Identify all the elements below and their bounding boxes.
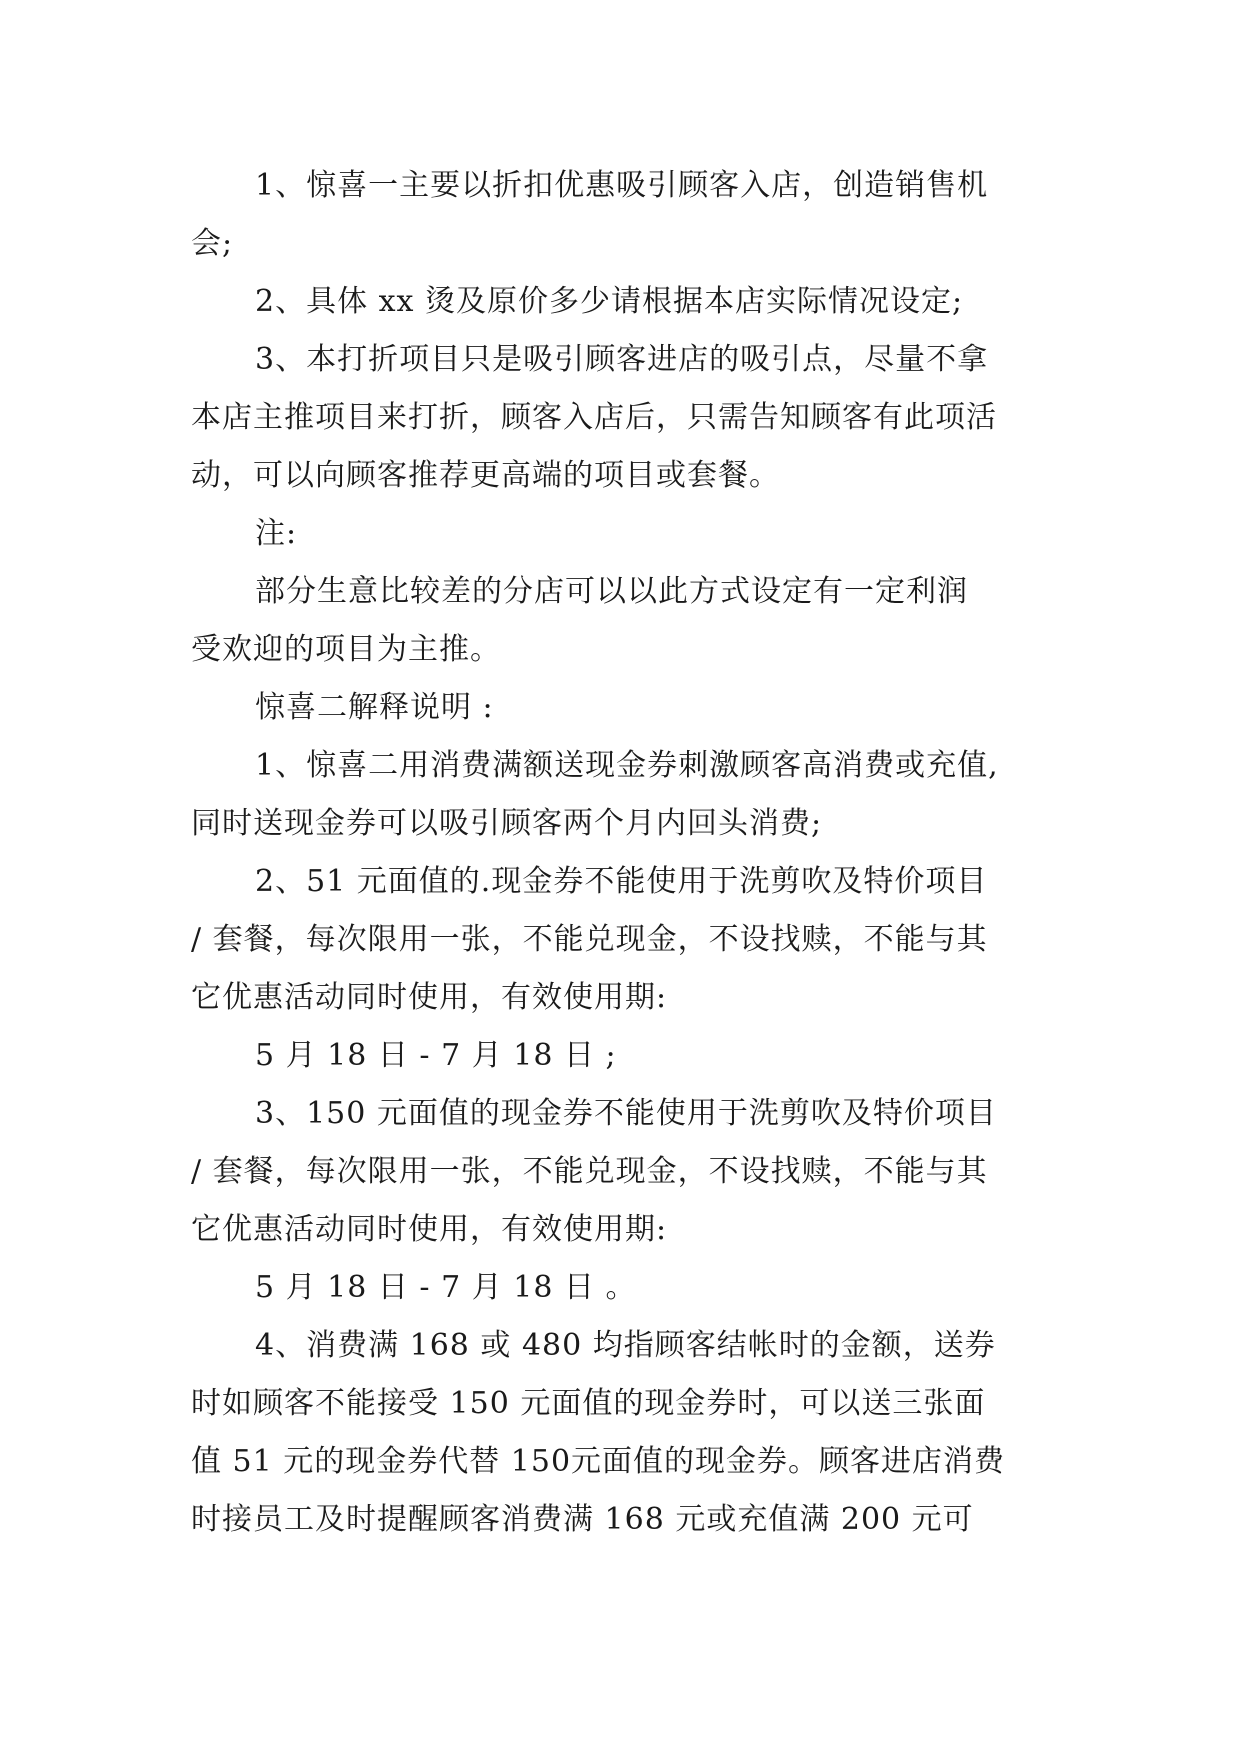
text-line: 同时送现金券可以吸引顾客两个月内回头消费; bbox=[191, 806, 823, 841]
text-line: / 套餐，每次限用一张，不能兑现金，不设找赎，不能与其 bbox=[191, 922, 988, 957]
text-line: 3、本打折项目只是吸引顾客进店的吸引点，尽量不拿 bbox=[255, 342, 989, 377]
text-line: 时接员工及时提醒顾客消费满 168 元或充值满 200 元可 bbox=[191, 1502, 974, 1537]
text-line: 5 月 18 日 - 7 月 18 日 ; bbox=[255, 1038, 617, 1073]
text-line: 它优惠活动同时使用，有效使用期: bbox=[191, 980, 668, 1015]
document-body bbox=[0, 157, 1241, 1549]
text-line: 时如顾客不能接受 150 元面值的现金券时，可以送三张面 bbox=[191, 1386, 986, 1421]
text-line: 5 月 18 日 - 7 月 18 日 。 bbox=[255, 1270, 637, 1305]
text-line: 本店主推项目来打折，顾客入店后，只需告知顾客有此项活 bbox=[191, 400, 997, 435]
text-line: 3、150 元面值的现金券不能使用于洗剪吹及特价项目 bbox=[255, 1096, 997, 1131]
text-line: 受欢迎的项目为主推。 bbox=[191, 632, 501, 667]
text-line: 会; bbox=[191, 226, 234, 261]
text-line: 2、具体 xx 烫及原价多少请根据本店实际情况设定; bbox=[255, 284, 964, 319]
text-line: 注: bbox=[255, 516, 298, 551]
text-line: 值 51 元的现金券代替 150元面值的现金券。顾客进店消费 bbox=[191, 1444, 1006, 1479]
text-line: / 套餐，每次限用一张，不能兑现金，不设找赎，不能与其 bbox=[191, 1154, 988, 1189]
text-line: 部分生意比较差的分店可以以此方式设定有一定利润 bbox=[255, 574, 968, 609]
text-line: 2、51 元面值的.现金券不能使用于洗剪吹及特价项目 bbox=[255, 864, 988, 899]
text-line: 1、惊喜二用消费满额送现金券刺激顾客高消费或充值, bbox=[255, 748, 999, 783]
text-line: 它优惠活动同时使用，有效使用期: bbox=[191, 1212, 668, 1247]
text-line: 动，可以向顾客推荐更高端的项目或套餐。 bbox=[191, 458, 780, 493]
text-line: 惊喜二解释说明 : bbox=[255, 690, 494, 725]
text-line: 1、惊喜一主要以折扣优惠吸引顾客入店，创造销售机 bbox=[255, 168, 989, 203]
text-line: 4、消费满 168 或 480 均指顾客结帐时的金额，送券 bbox=[255, 1328, 996, 1363]
